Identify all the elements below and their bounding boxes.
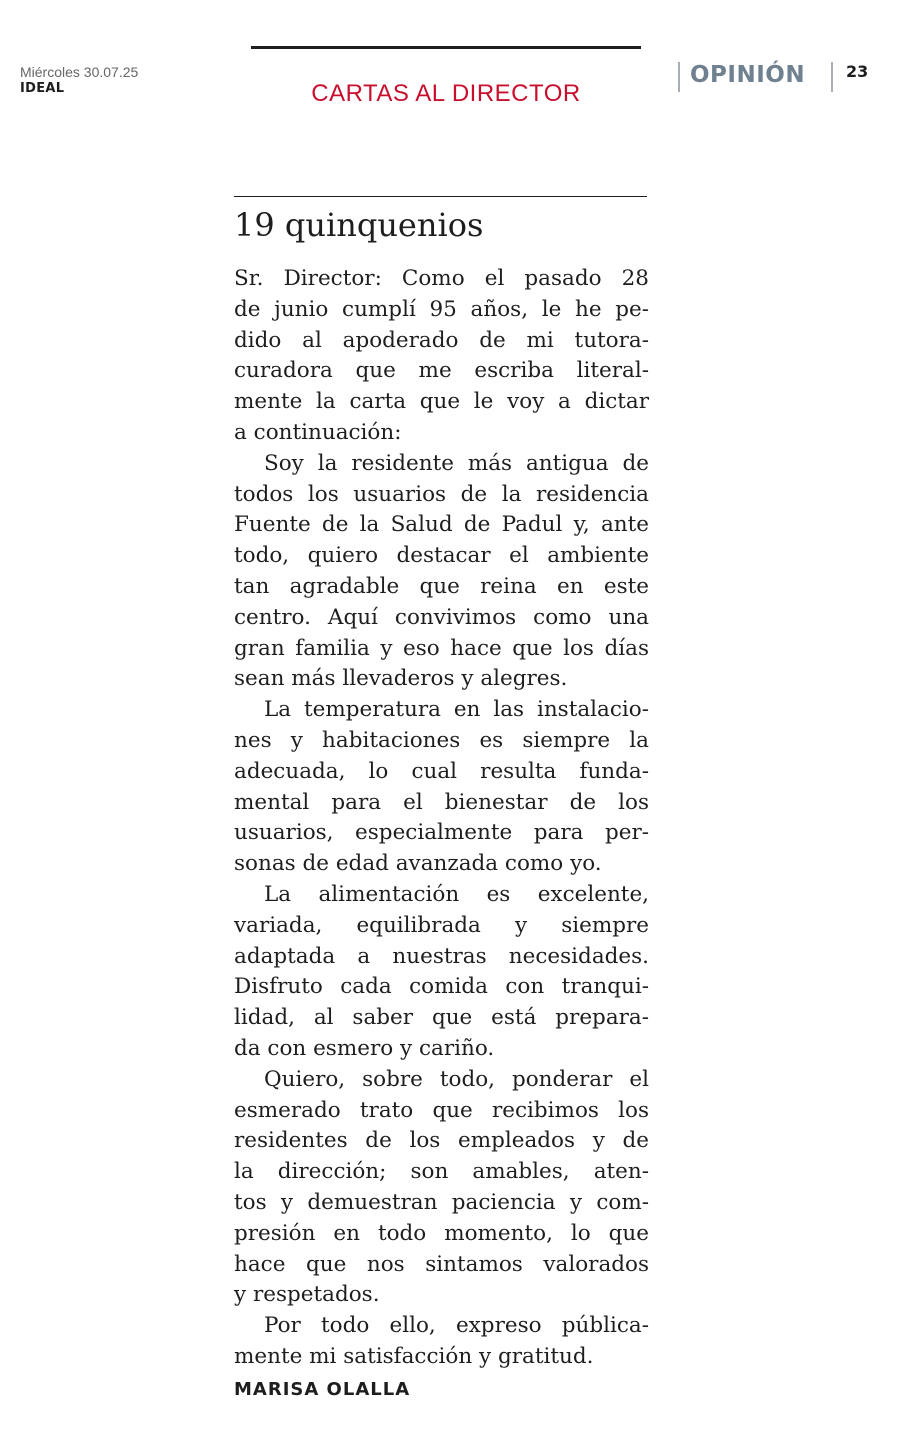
letter-line: usuarios, especialmente para per- xyxy=(234,820,649,846)
letter-line: adaptada a nuestras necesidades. xyxy=(234,943,649,969)
letter-line: centro. Aquí convivimos como una xyxy=(234,604,649,630)
letter-line: Disfruto cada comida con tranqui- xyxy=(234,974,649,1000)
letter-line: la dirección; son amables, aten- xyxy=(234,1159,649,1185)
letter-line: sonas de edad avanzada como yo. xyxy=(234,851,602,877)
section-divider-right xyxy=(831,62,833,92)
letter-line: tan agradable que reina en este xyxy=(234,573,649,599)
letter-line: todos los usuarios de la residencia xyxy=(234,481,649,507)
letter-line: Por todo ello, expreso pública- xyxy=(264,1313,649,1339)
letter-line: tos y demuestran paciencia y com- xyxy=(234,1189,649,1215)
letter-line: Quiero, sobre todo, ponderar el xyxy=(264,1066,649,1092)
letter-line: adecuada, lo cual resulta funda- xyxy=(234,758,649,784)
letter-line: mente mi satisfacción y gratitud. xyxy=(234,1343,594,1369)
letter-line: todo, quiero destacar el ambiente xyxy=(234,543,649,569)
letter-line: mental para el bienestar de los xyxy=(234,789,649,815)
letter-line: esmerado trato que recibimos los xyxy=(234,1097,649,1123)
letter-line: mente la carta que le voy a dictar xyxy=(234,389,649,415)
letter-line: hace que nos sintamos valorados xyxy=(234,1251,649,1277)
letter-line: Soy la residente más antigua de xyxy=(264,450,649,476)
letter-line: lidad, al saber que está prepara- xyxy=(234,1005,649,1031)
letter-line: de junio cumplí 95 años, le he pe- xyxy=(234,296,649,322)
newspaper-name: IDEAL xyxy=(20,81,65,96)
letter-line: La temperatura en las instalacio- xyxy=(264,697,649,723)
letter-article xyxy=(234,196,649,1403)
section-divider-left xyxy=(678,62,680,92)
article-rule xyxy=(234,196,647,197)
section-title: CARTAS AL DIRECTOR xyxy=(311,80,581,107)
letter-line: La alimentación es excelente, xyxy=(264,881,649,907)
letter-line: variada, equilibrada y siempre xyxy=(234,912,649,938)
letter-line: curadora que me escriba literal- xyxy=(234,358,649,384)
header-rule xyxy=(251,46,641,49)
letter-paragraph xyxy=(234,449,649,695)
letter-line: gran familia y eso hace que los días xyxy=(234,635,649,661)
letter-line: Fuente de la Salud de Padul y, ante xyxy=(234,512,649,538)
letter-paragraph xyxy=(234,880,649,1065)
letter-paragraph xyxy=(234,695,649,880)
letter-paragraph xyxy=(234,264,649,449)
letter-line: y respetados. xyxy=(234,1282,380,1308)
letter-line: sean más llevaderos y alegres. xyxy=(234,666,568,692)
letter-line: residentes de los empleados y de xyxy=(234,1128,649,1154)
article-headline: 19 quinquenios xyxy=(234,206,484,244)
page-number: 23 xyxy=(846,62,869,81)
letter-signature: MARISA OLALLA xyxy=(234,1378,411,1400)
letter-line: presión en todo momento, lo que xyxy=(234,1220,649,1246)
letter-line: dido al apoderado de mi tutora- xyxy=(234,327,649,353)
issue-date: Miércoles 30.07.25 xyxy=(20,64,139,80)
letter-paragraph xyxy=(234,1065,649,1311)
section-label: OPINIÓN xyxy=(690,62,806,88)
letter-line: Sr. Director: Como el pasado 28 xyxy=(234,266,649,291)
letter-line: nes y habitaciones es siempre la xyxy=(234,727,649,753)
letter-line: da con esmero y cariño. xyxy=(234,1035,495,1061)
letter-paragraph xyxy=(234,1311,649,1373)
letter-line: a continuación: xyxy=(234,419,402,445)
letter-body xyxy=(234,264,649,1373)
